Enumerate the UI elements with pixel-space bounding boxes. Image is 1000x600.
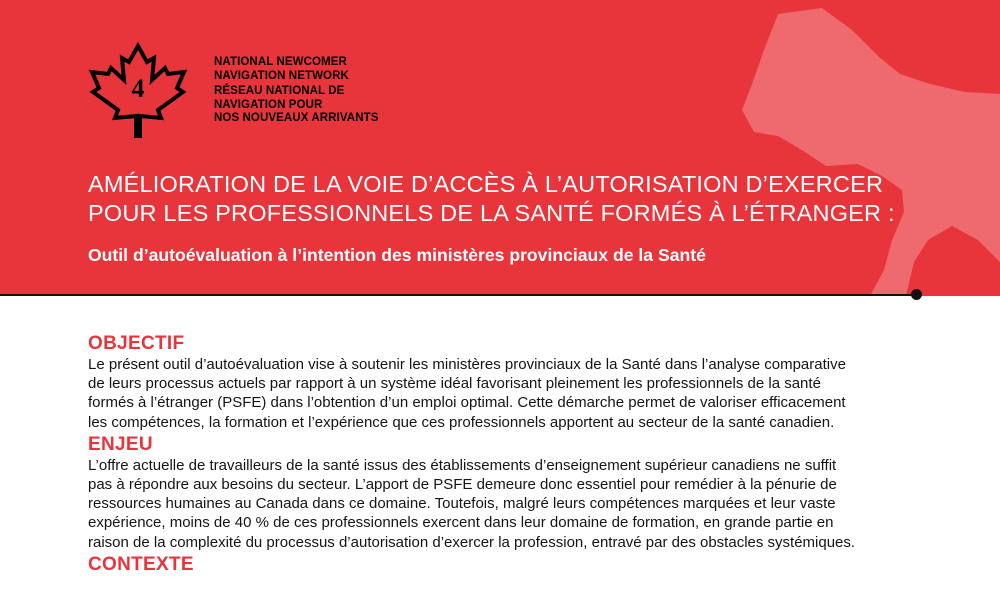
maple-leaf-logo-icon	[88, 40, 190, 140]
document-subtitle: Outil d’autoévaluation à l’intention des ministères provinciaux de la Santé	[88, 245, 706, 265]
section-objectif	[88, 333, 918, 432]
document-title	[88, 170, 895, 228]
org-name-fr: RÉSEAU NATIONAL DE NAVIGATION POUR NOS NOUVEAUX ARRIVANTS	[214, 85, 379, 124]
section-heading: ENJEU	[88, 433, 153, 455]
header-divider	[0, 294, 916, 296]
logo-number: 4	[131, 74, 145, 103]
document-title-line: AMÉLIORATION DE LA VOIE D’ACCÈS À L’AUTORISATION D’EXERCER	[88, 171, 884, 197]
section-enjeu	[88, 434, 918, 552]
section-paragraph: Le présent outil d’autoévaluation vise à soutenir les ministères provinciaux de la Santé dans l’analyse comparative de leurs processus actuels par rapport à un système idéal favorisant pleinement les professionnels de la santé formés à l’étranger (PSFE) dans l’obtention d’un emploi optimal. Cette démarche permet de valoriser efficacement les compétences, la formation et l’expérience que ces professionnels apportent au secteur de la santé canadien.	[88, 356, 846, 431]
section-heading: OBJECTIF	[88, 333, 185, 354]
document-body	[88, 333, 918, 576]
divider-dot	[911, 289, 922, 300]
document-title-line: POUR LES PROFESSIONNELS DE LA SANTÉ FORMÉS À L’ÉTRANGER :	[88, 200, 895, 226]
section-heading: CONTEXTE	[88, 553, 194, 575]
org-name-en: NATIONAL NEWCOMER NAVIGATION NETWORK	[214, 56, 349, 82]
section-contexte	[88, 554, 918, 576]
header-banner	[0, 0, 1000, 296]
section-paragraph: L’offre actuelle de travailleurs de la santé issus des établissements d’enseignement supérieur canadiens ne suffit pas à répondre aux besoins du secteur. L’apport de PSFE demeure donc essentiel pour remédier à la pénurie de ressources humaines au Canada dans ce domaine. Toutefois, malgré leurs compétences marquées et leur vaste expérience, moins de 40 % de ces professionnels exercent dans leur domaine de formation, en grande partie en raison de la complexité du processus d’autorisation d’exercer la profession, entravé par des obstacles systémiques.	[88, 456, 856, 551]
